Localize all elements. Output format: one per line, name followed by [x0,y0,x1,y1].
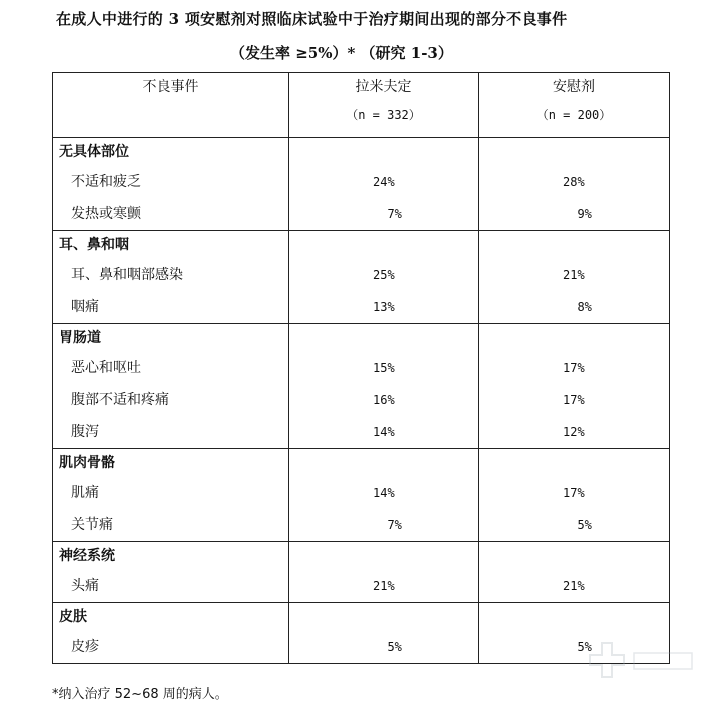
category-drug-cell [289,138,479,167]
drug-value: 24% [373,175,395,189]
placebo-cell [479,477,670,509]
event-cell [53,352,289,384]
header-drug-label: 拉米夫定 [355,79,412,95]
drug-cell [289,198,479,231]
placebo-value: 5% [563,518,592,532]
placebo-cell [479,352,670,384]
event-cell [53,631,289,664]
footnote: *纳入治疗 52~68 周的病人。 [52,687,228,702]
category-drug-cell [289,542,479,571]
table-row [53,291,670,324]
event-label: 头痛 [71,578,99,594]
category-row [53,324,670,353]
category-drug-cell [289,603,479,632]
table-row [53,352,670,384]
header-placebo-label: 安慰剂 [553,79,595,95]
drug-cell [289,259,479,291]
category-label: 皮肤 [59,609,87,625]
event-label: 咽痛 [71,299,99,315]
table-row [53,166,670,198]
drug-cell [289,166,479,198]
placebo-value: 17% [563,486,585,500]
category-label: 肌肉骨骼 [59,455,115,471]
drug-cell [289,352,479,384]
drug-cell [289,570,479,603]
drug-cell [289,631,479,664]
category-cell [53,231,289,260]
placebo-cell [479,198,670,231]
category-cell [53,603,289,632]
category-cell [53,324,289,353]
header-placebo-n: （n = 200） [536,108,612,122]
header-cell-drug [289,73,479,138]
event-cell [53,570,289,603]
event-label: 关节痛 [71,517,113,533]
category-cell [53,449,289,478]
placebo-value: 21% [563,579,585,593]
table-row [53,198,670,231]
table-title: 在成人中进行的 3 项安慰剂对照临床试验中于治疗期间出现的部分不良事件 [56,10,568,28]
table-row [53,509,670,542]
category-label: 神经系统 [59,548,115,564]
event-cell [53,416,289,449]
placebo-cell [479,509,670,542]
category-row [53,449,670,478]
table-row [53,259,670,291]
category-placebo-cell [479,603,670,632]
event-cell [53,259,289,291]
drug-value: 14% [373,486,395,500]
placebo-value: 17% [563,393,585,407]
cross-logo-icon [582,635,702,695]
placebo-cell [479,259,670,291]
category-label: 无具体部位 [59,144,129,160]
table-row [53,384,670,416]
event-cell [53,477,289,509]
placebo-cell [479,570,670,603]
category-placebo-cell [479,138,670,167]
category-placebo-cell [479,449,670,478]
placebo-value: 17% [563,361,585,375]
placebo-cell [479,384,670,416]
category-label: 胃肠道 [59,330,101,346]
category-label: 耳、鼻和咽 [59,237,129,253]
event-label: 发热或寒颤 [71,206,141,222]
placebo-value: 8% [563,300,592,314]
placebo-cell [479,291,670,324]
header-drug-n: （n = 332） [346,108,421,122]
placebo-value: 21% [563,268,585,282]
event-cell [53,198,289,231]
drug-cell [289,291,479,324]
drug-value: 14% [373,425,395,439]
event-label: 腹泻 [71,424,99,440]
table-row [53,416,670,449]
category-drug-cell [289,449,479,478]
event-label: 恶心和呕吐 [71,360,141,376]
drug-value: 5% [373,640,402,654]
drug-value: 21% [373,579,395,593]
event-label: 不适和疲乏 [71,174,141,190]
category-row [53,603,670,632]
event-label: 肌痛 [71,485,99,501]
header-event-label: 不良事件 [142,79,199,95]
event-cell [53,291,289,324]
category-cell [53,138,289,167]
category-row [53,231,670,260]
category-placebo-cell [479,231,670,260]
category-placebo-cell [479,542,670,571]
table-row [53,631,670,664]
adverse-events-table [52,72,670,664]
header-cell-event [53,73,289,138]
table-subtitle: （发生率 ≥5%）* （研究 1-3） [230,44,453,62]
placebo-cell [479,416,670,449]
table-row [53,477,670,509]
placebo-value: 5% [563,640,592,654]
placebo-value: 12% [563,425,585,439]
category-row [53,542,670,571]
drug-value: 25% [373,268,395,282]
category-cell [53,542,289,571]
drug-value: 15% [373,361,395,375]
drug-value: 7% [373,518,402,532]
header-cell-placebo [479,73,670,138]
category-drug-cell [289,324,479,353]
drug-value: 7% [373,207,402,221]
drug-cell [289,509,479,542]
placebo-value: 9% [563,207,592,221]
table-header-row [53,73,670,138]
event-cell [53,384,289,416]
event-label: 耳、鼻和咽部感染 [71,267,183,283]
placebo-cell [479,166,670,198]
category-drug-cell [289,231,479,260]
category-row [53,138,670,167]
event-cell [53,509,289,542]
placebo-value: 28% [563,175,585,189]
drug-cell [289,477,479,509]
drug-value: 16% [373,393,395,407]
event-cell [53,166,289,198]
drug-value: 13% [373,300,395,314]
table-row [53,570,670,603]
category-placebo-cell [479,324,670,353]
drug-cell [289,416,479,449]
event-label: 腹部不适和疼痛 [71,392,169,408]
drug-cell [289,384,479,416]
event-label: 皮疹 [71,639,99,655]
